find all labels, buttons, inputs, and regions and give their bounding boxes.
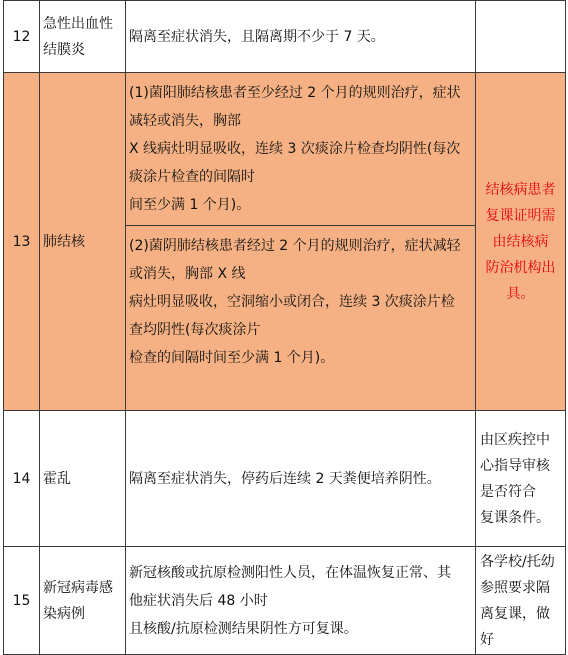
disease-table — [3, 0, 566, 655]
note-line: 是否符合 — [480, 483, 536, 500]
return-condition — [126, 411, 476, 547]
condition-line: 病灶明显吸收，空洞缩小或闭合，连续 3 次痰涂片检 — [129, 294, 455, 310]
condition-part-1 — [129, 73, 472, 225]
note-line: 由结核病 — [492, 233, 549, 250]
table-row — [4, 547, 566, 655]
note-line: 具。 — [506, 285, 535, 302]
table-row — [4, 73, 566, 411]
note-cell — [476, 73, 566, 411]
note-line: 防治机构出 — [485, 259, 556, 276]
note-cell — [476, 1, 566, 73]
condition-line: 他症状消失后 48 小时 — [129, 592, 268, 609]
note-cell — [476, 411, 566, 547]
condition-line: (2)菌阴肺结核患者经过 2 个月的规则治疗，症状减轻 — [129, 238, 461, 254]
condition-line: 且核酸/抗原检测结果阴性方可复课。 — [129, 620, 358, 637]
table-row — [4, 1, 566, 73]
name-line: 结膜炎 — [43, 41, 85, 58]
row-number: 12 — [4, 1, 40, 73]
condition-line: 间至少满 1 个月)。 — [129, 197, 251, 213]
note-line: 各学校/托幼 — [480, 553, 555, 570]
name-line: 肺结核 — [43, 233, 85, 250]
row-number: 15 — [4, 547, 40, 655]
note-line: 心指导审核 — [480, 457, 550, 474]
condition-line: 痰涂片检查的间隔时 — [129, 169, 255, 185]
condition-line: 或消失，胸部 X 线 — [129, 266, 246, 282]
name-line: 霍乱 — [43, 470, 71, 487]
note-line: 参照要求隔 — [480, 579, 550, 596]
note-line: 由区疾控中 — [480, 431, 550, 448]
note-line: 复课条件。 — [480, 509, 550, 526]
note-line: 结核病患者 — [485, 181, 556, 198]
row-number: 13 — [4, 73, 40, 411]
condition-line: 减轻或消失，胸部 — [129, 113, 241, 129]
name-line: 急性出血性 — [43, 15, 113, 32]
note-line: 离复课，做好 — [480, 605, 550, 648]
condition-part-2 — [126, 225, 475, 378]
note-line: 复课证明需 — [485, 207, 556, 224]
condition-line: X 线病灶明显吸收，连续 3 次痰涂片检查均阴性(每次 — [129, 141, 461, 157]
row-number: 14 — [4, 411, 40, 547]
disease-name — [40, 411, 126, 547]
condition-line: 检查的间隔时间至少满 1 个月)。 — [129, 350, 335, 366]
disease-name — [40, 73, 126, 411]
condition-line: (1)菌阳肺结核患者至少经过 2 个月的规则治疗，症状 — [129, 85, 461, 101]
name-line: 染病例 — [43, 605, 85, 622]
table-row — [4, 411, 566, 547]
condition-line: 隔离至症状消失，且隔离期不少于 7 天。 — [129, 28, 385, 45]
condition-line: 新冠核酸或抗原检测阳性人员，在体温恢复正常、其 — [129, 564, 451, 581]
name-line: 新冠病毒感 — [43, 579, 113, 596]
disease-name — [40, 1, 126, 73]
condition-line: 隔离至症状消失，停药后连续 2 天粪便培养阴性。 — [129, 470, 441, 487]
return-condition — [126, 73, 476, 411]
condition-line: 查均阴性(每次痰涂片 — [129, 322, 261, 338]
note-cell — [476, 547, 566, 655]
return-condition — [126, 1, 476, 73]
return-condition — [126, 547, 476, 655]
disease-name — [40, 547, 126, 655]
